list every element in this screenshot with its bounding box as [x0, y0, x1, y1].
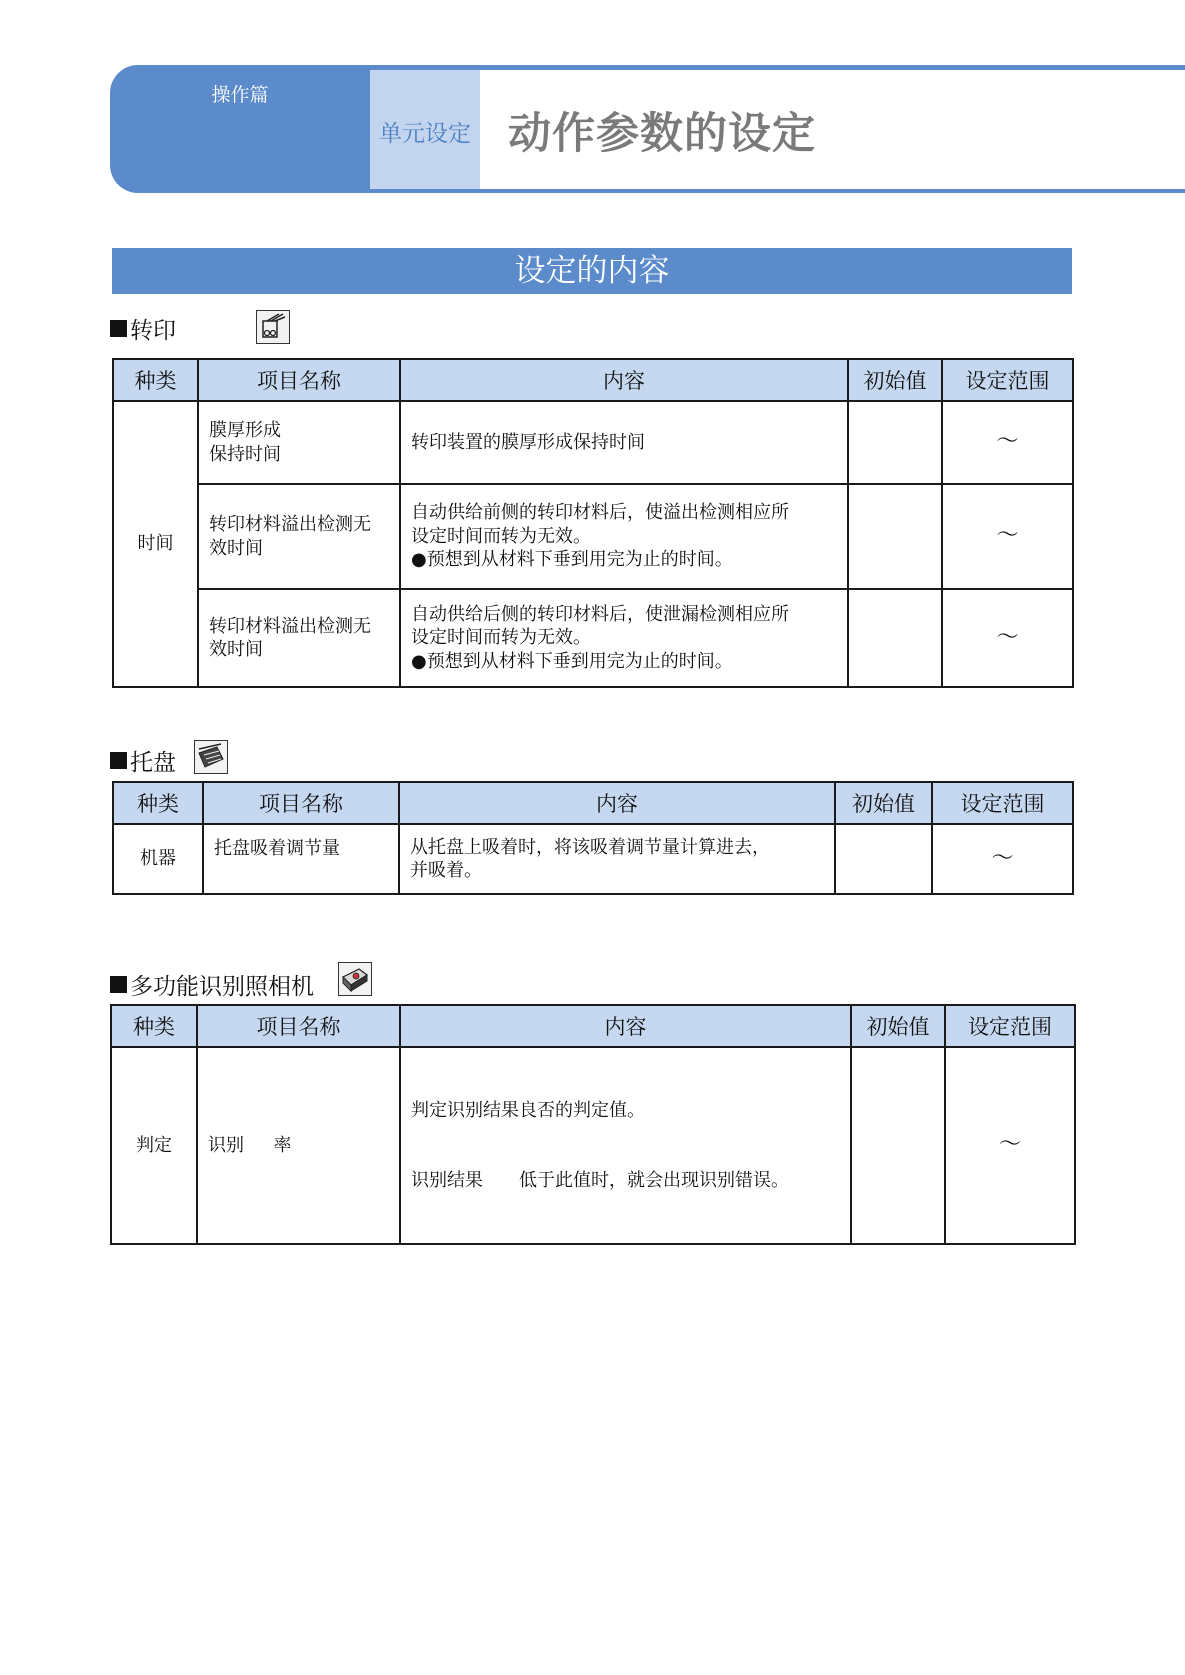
initial-value-cell [848, 484, 942, 589]
initial-value-cell [835, 824, 932, 894]
item-name-line: 识别 率 [208, 1134, 292, 1156]
col-header-content: 内容 [400, 1005, 851, 1047]
col-header-content: 内容 [399, 782, 835, 824]
camera-icon [338, 962, 372, 996]
content-cell [400, 589, 848, 687]
col-header-item: 项目名称 [198, 359, 400, 401]
content-line: 判定识别结果良否的判定值。 [411, 1099, 645, 1121]
item-name-cell [198, 401, 400, 484]
col-header-content: 内容 [400, 359, 848, 401]
section-title-text: 多功能识别照相机 [130, 974, 314, 1000]
section-banner: 设定的内容 [112, 248, 1072, 294]
range-cell: ～ [942, 589, 1073, 687]
range-cell: ～ [942, 484, 1073, 589]
col-header-initial: 初始值 [851, 1005, 945, 1047]
col-header-item: 项目名称 [203, 782, 399, 824]
item-name-line: 膜厚形成 [209, 420, 281, 442]
section-title-camera [110, 968, 314, 1001]
table-header-row [113, 359, 1073, 401]
content-line: 设定时间而转为无效。 [411, 627, 591, 649]
tray-table [112, 781, 1074, 895]
initial-value-cell [848, 589, 942, 687]
item-name-line: 转印材料溢出检测无 [209, 514, 371, 536]
content-line: 自动供给后侧的转印材料后，使泄漏检测相应所 [411, 603, 789, 625]
section-title-text: 托盘 [130, 750, 176, 776]
content-line: 识别结果 低于此值时，就会出现识别错误。 [411, 1169, 789, 1191]
content-line: 从托盘上吸着时，将该吸着调节量计算进去， [410, 836, 770, 858]
range-cell: ～ [932, 824, 1073, 894]
col-header-range: 设定范围 [932, 782, 1073, 824]
col-header-type: 种类 [113, 359, 198, 401]
header-section-label: 单元设定 [379, 121, 471, 147]
section-title-transfer [110, 312, 176, 345]
table-header-row [111, 1005, 1075, 1047]
range-cell: ～ [942, 401, 1073, 484]
item-name-cell [197, 1047, 400, 1244]
item-name-cell [203, 824, 399, 894]
content-line: ●预想到从材料下垂到用完为止的时间。 [411, 549, 733, 571]
table-row [113, 401, 1073, 484]
col-header-type: 种类 [113, 782, 203, 824]
content-cell [399, 824, 835, 894]
initial-value-cell [848, 401, 942, 484]
item-name-line: 转印材料溢出检测无 [209, 615, 371, 637]
transfer-table [112, 358, 1074, 688]
content-line: ●预想到从材料下垂到用完为止的时间。 [411, 650, 733, 672]
square-bullet-icon [110, 320, 127, 337]
header-rule-bottom [370, 189, 1185, 193]
col-header-type: 种类 [111, 1005, 197, 1047]
section-title-text: 转印 [130, 318, 176, 344]
range-cell: ～ [945, 1047, 1075, 1244]
col-header-item: 项目名称 [197, 1005, 400, 1047]
camera-table [110, 1004, 1076, 1245]
type-cell: 时间 [113, 401, 198, 687]
table-row [113, 484, 1073, 589]
item-name-line: 效时间 [209, 537, 263, 559]
col-header-range: 设定范围 [945, 1005, 1075, 1047]
table-row [111, 1047, 1075, 1244]
col-header-initial: 初始值 [835, 782, 932, 824]
item-name-cell [198, 589, 400, 687]
content-line: 设定时间而转为无效。 [411, 525, 591, 547]
content-cell [400, 401, 848, 484]
tray-icon [194, 740, 228, 774]
header-category-label: 操作篇 [211, 84, 269, 106]
section-title-tray [110, 744, 176, 777]
col-header-range: 设定范围 [942, 359, 1073, 401]
content-cell [400, 484, 848, 589]
item-name-line: 保持时间 [209, 443, 281, 465]
header-rule-top [370, 65, 1185, 70]
table-row [113, 824, 1073, 894]
content-line: 自动供给前侧的转印材料后，使溢出检测相应所 [411, 502, 789, 524]
type-cell: 判定 [111, 1047, 197, 1244]
content-line: 并吸着。 [410, 860, 482, 881]
initial-value-cell [851, 1047, 945, 1244]
content-line: 转印装置的膜厚形成保持时间 [411, 431, 645, 453]
square-bullet-icon [110, 976, 127, 993]
page-title: 动作参数的设定 [508, 109, 816, 159]
table-header-row [113, 782, 1073, 824]
item-name-line: 托盘吸着调节量 [214, 838, 340, 859]
content-cell [400, 1047, 851, 1244]
type-cell: 机器 [113, 824, 203, 894]
item-name-cell [198, 484, 400, 589]
square-bullet-icon [110, 752, 127, 769]
item-name-line: 效时间 [209, 639, 263, 660]
col-header-initial: 初始值 [848, 359, 942, 401]
table-row [113, 589, 1073, 687]
transfer-tool-icon [256, 310, 290, 344]
